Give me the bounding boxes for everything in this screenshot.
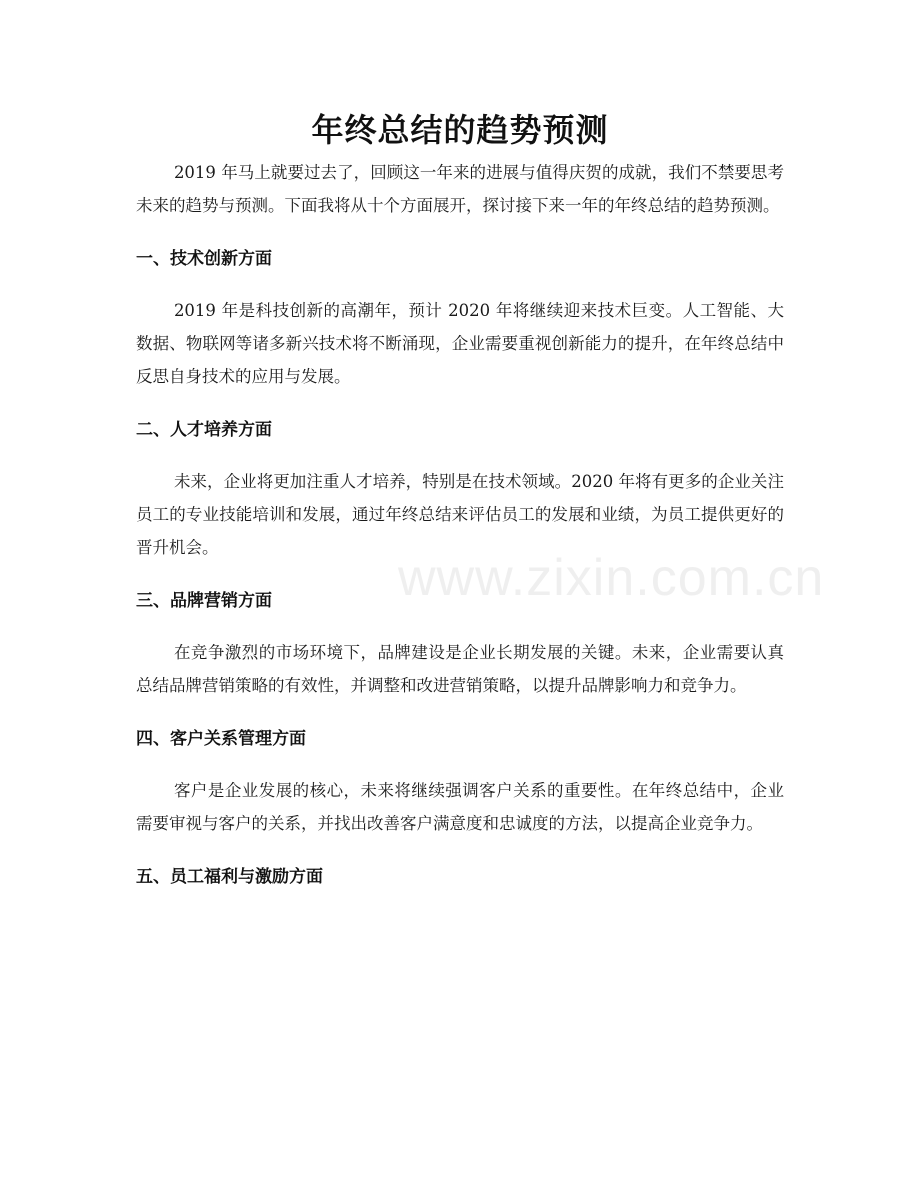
section-heading: 二、人才培养方面 — [136, 420, 272, 440]
section-heading: 三、品牌营销方面 — [136, 591, 272, 611]
intro-paragraph: 2019 年马上就要过去了，回顾这一年来的进展与值得庆贺的成就，我们不禁要思考未来的趋势与预测。下面我将从十个方面展开，探讨接下来一年的年终总结的趋势预测。 — [136, 163, 784, 215]
section-employee-benefits — [136, 860, 784, 894]
section-talent — [136, 413, 784, 564]
section-branding — [136, 584, 784, 702]
section-heading: 四、客户关系管理方面 — [136, 729, 306, 749]
section-customer-relations — [136, 722, 784, 840]
section-paragraph: 在竞争激烈的市场环境下，品牌建设是企业长期发展的关键。未来，企业需要认真总结品牌营销策略的有效性，并调整和改进营销策略，以提升品牌影响力和竞争力。 — [136, 643, 784, 695]
section-paragraph: 客户是企业发展的核心，未来将继续强调客户关系的重要性。在年终总结中，企业需要审视与客户的关系，并找出改善客户满意度和忠诚度的方法，以提高企业竞争力。 — [136, 781, 784, 833]
document-content — [136, 104, 784, 894]
section-technology — [136, 242, 784, 393]
section-paragraph: 未来，企业将更加注重人才培养，特别是在技术领域。2020 年将有更多的企业关注员工的专业技能培训和发展，通过年终总结来评估员工的发展和业绩，为员工提供更好的晋升机会。 — [136, 472, 784, 557]
section-heading: 一、技术创新方面 — [136, 249, 272, 269]
section-paragraph: 2019 年是科技创新的高潮年，预计 2020 年将继续迎来技术巨变。人工智能、大数据、物联网等诸多新兴技术将不断涌现，企业需要重视创新能力的提升，在年终总结中反思自身技术的应用与发展。 — [136, 301, 784, 386]
document-title: 年终总结的趋势预测 — [311, 111, 609, 149]
watermark: www.zixin.com.cn — [398, 549, 825, 607]
section-heading: 五、员工福利与激励方面 — [136, 867, 323, 887]
